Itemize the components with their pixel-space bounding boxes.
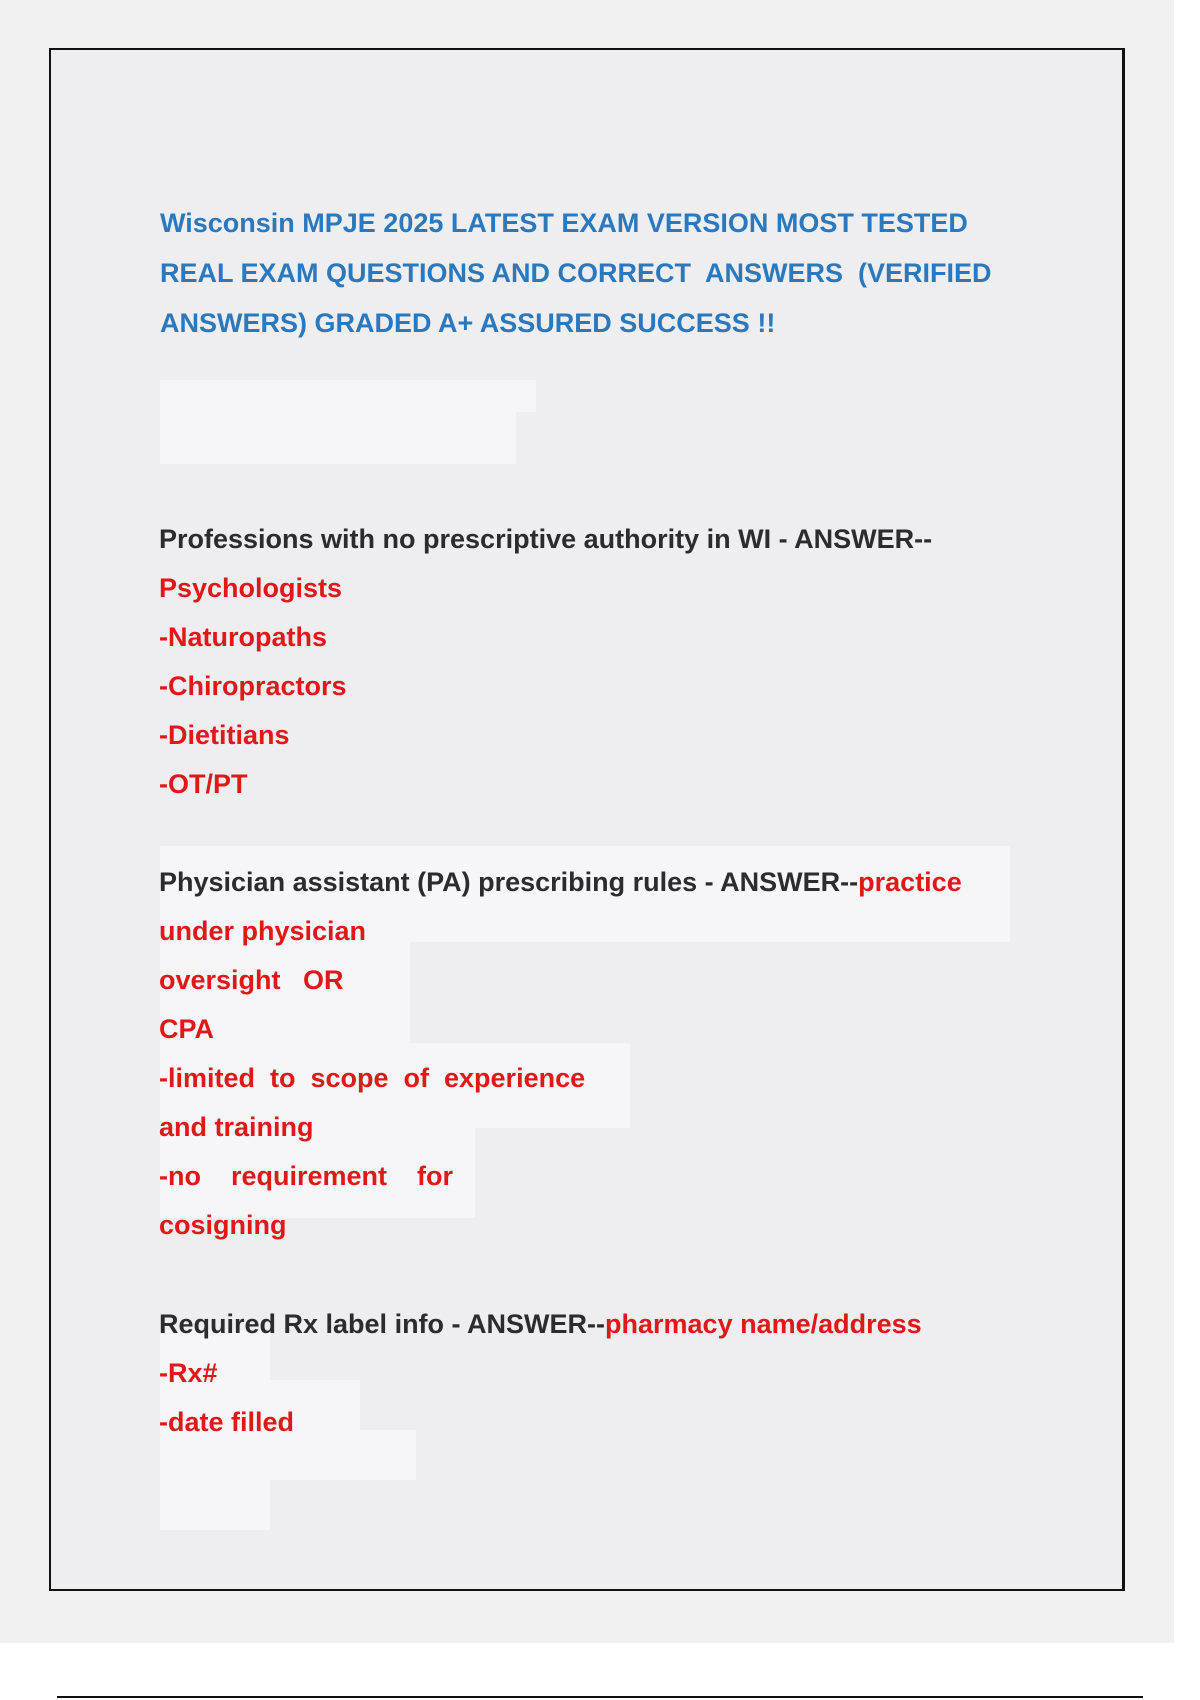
answer-line: -date filled <box>159 1407 295 1437</box>
qa-item <box>159 1300 922 1447</box>
answer-line: -no requirement for <box>159 1161 454 1191</box>
qa-item <box>159 515 932 809</box>
answer-line: -Rx# <box>159 1358 218 1388</box>
answer-line: -Naturopaths <box>159 622 327 652</box>
answer-line: under physician <box>159 916 367 946</box>
answer-line: -Chiropractors <box>159 671 347 701</box>
page-separator <box>57 1696 1143 1698</box>
title-line: REAL EXAM QUESTIONS AND CORRECT ANSWERS (VERIFIED <box>160 258 992 288</box>
answer-line: oversight OR <box>159 965 344 995</box>
answer-line: and training <box>159 1112 314 1142</box>
answer-line: -limited to scope of experience <box>159 1063 586 1093</box>
answer-inline: practice <box>858 867 962 897</box>
document-title <box>160 198 1060 348</box>
question-line <box>159 858 962 907</box>
text-highlight <box>160 380 536 412</box>
qa-item <box>159 858 962 1250</box>
title-line: ANSWERS) GRADED A+ ASSURED SUCCESS !! <box>160 308 776 338</box>
title-line: Wisconsin MPJE 2025 LATEST EXAM VERSION MOST TESTED <box>160 208 968 238</box>
answer-line: -Dietitians <box>159 720 290 750</box>
answer-line: Psychologists <box>159 573 343 603</box>
text-highlight <box>160 412 516 464</box>
question-text: Physician assistant (PA) prescribing rules - ANSWER-- <box>159 867 859 897</box>
answer-inline: pharmacy name/address <box>605 1309 922 1339</box>
question-text: Required Rx label info - ANSWER-- <box>159 1309 606 1339</box>
question-text: Professions with no prescriptive authority in WI - ANSWER-- <box>159 524 933 554</box>
document-page <box>49 48 1125 1591</box>
question-line <box>159 1300 922 1349</box>
answer-line: cosigning <box>159 1210 287 1240</box>
answer-line: CPA <box>159 1014 215 1044</box>
text-highlight <box>160 1480 270 1530</box>
answer-line: -OT/PT <box>159 769 248 799</box>
